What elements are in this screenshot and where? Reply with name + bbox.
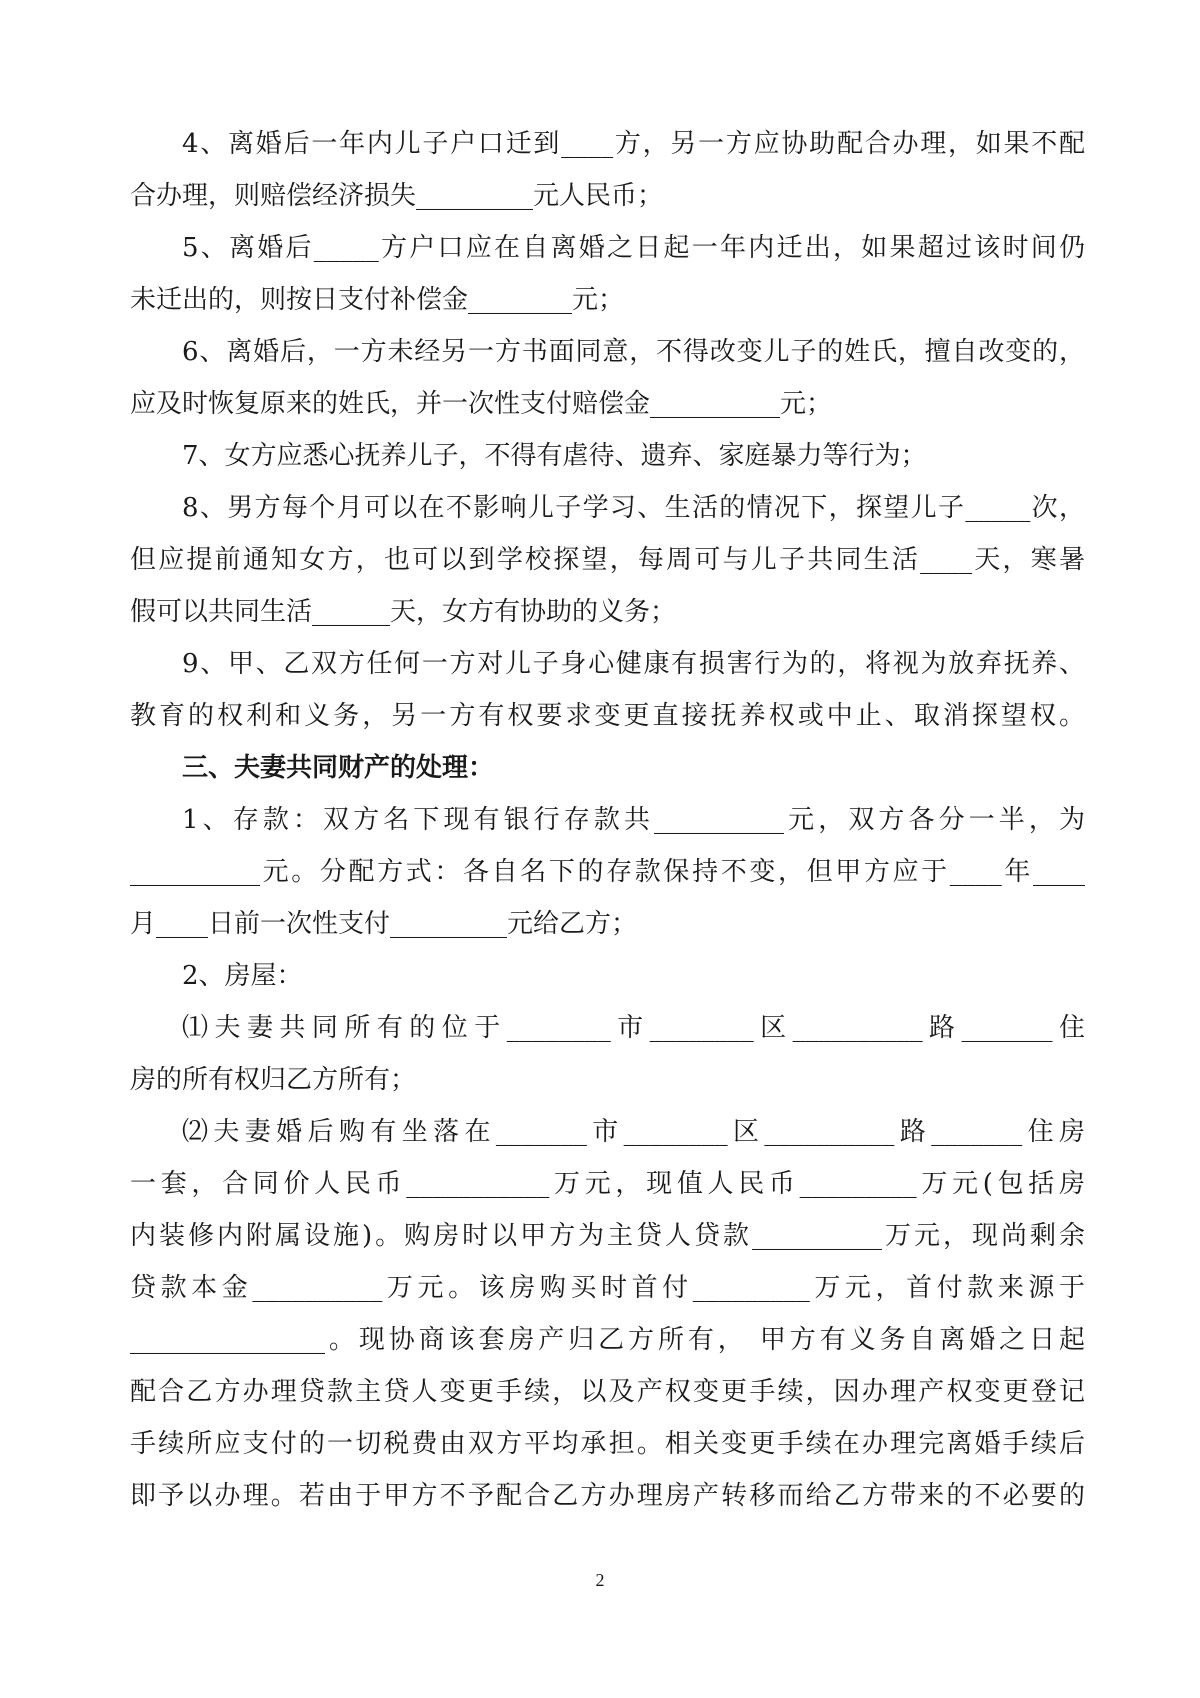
text-line: 4、离婚后一年内儿子户口迁到____方，另一方应协助配合办理，如果不配: [182, 129, 1085, 159]
text-line: 5、离婚后_____方户口应在自离婚之日起一年内迁出，如果超过该时间仍: [182, 233, 1085, 263]
text-line: 9、甲、乙双方任何一方对儿子身心健康有损害行为的，将视为放弃抚养、: [182, 649, 1085, 679]
text-line: 假可以共同生活______天，女方有协助的义务；: [130, 597, 677, 627]
text-line: __________元。分配方式：各自名下的存款保持不变，但甲方应于____年____: [130, 857, 1085, 887]
page-number: 2: [595, 1570, 605, 1590]
text-line: 8、男方每个月可以在不影响儿子学习、生活的情况下，探望儿子_____次，: [182, 493, 1085, 523]
text-line: 7、女方应悉心抚养儿子，不得有虐待、遗弃、家庭暴力等行为；: [182, 441, 927, 471]
text-line: 1、存款：双方名下现有银行存款共__________元，双方各分一半，为: [182, 805, 1085, 835]
text-line: 教育的权利和义务，另一方有权要求变更直接抚养权或中止、取消探望权。: [130, 701, 1085, 731]
text-line: 合办理，则赔偿经济损失_________元人民币；: [130, 181, 664, 211]
text-line: 未迁出的，则按日支付补偿金________元；: [130, 285, 625, 315]
text-line: 一套，合同价人民币___________万元，现值人民币_________万元(包括房: [130, 1169, 1085, 1199]
text-line: 月____日前一次性支付_________元给乙方；: [130, 909, 638, 939]
text-line: 2、房屋：: [182, 961, 303, 991]
text-line: 贷款本金__________万元。该房购买时首付_________万元，首付款来源于: [130, 1273, 1085, 1303]
text-line: 即予以办理。若由于甲方不予配合乙方办理房产转移而给乙方带来的不必要的: [130, 1481, 1085, 1511]
text-line: 应及时恢复原来的姓氏，并一次性支付赔偿金__________元；: [130, 389, 833, 419]
text-line: _______________。现协商该套房产归乙方所有， 甲方有义务自离婚之日起: [130, 1325, 1085, 1355]
text-line: ⑴夫妻共同所有的位于________市________区__________路_______住: [182, 1013, 1085, 1043]
text-line: 手续所应支付的一切税费由双方平均承担。相关变更手续在办理完离婚手续后: [130, 1429, 1085, 1459]
text-line: ⑵夫妻婚后购有坐落在_______市________区__________路_______住房: [182, 1117, 1085, 1147]
text-line: 6、离婚后，一方未经另一方书面同意，不得改变儿子的姓氏，擅自改变的，: [182, 337, 1085, 367]
text-line: 房的所有权归乙方所有；: [130, 1065, 417, 1095]
text-line: 但应提前通知女方，也可以到学校探望，每周可与儿子共同生活____天，寒暑: [130, 545, 1085, 575]
section-heading: 三、夫妻共同财产的处理：: [182, 753, 495, 783]
text-line: 内装修内附属设施)。购房时以甲方为主贷人贷款__________万元，现尚剩余: [130, 1221, 1085, 1251]
text-line: 配合乙方办理贷款主贷人变更手续，以及产权变更手续，因办理产权变更登记: [130, 1377, 1085, 1407]
